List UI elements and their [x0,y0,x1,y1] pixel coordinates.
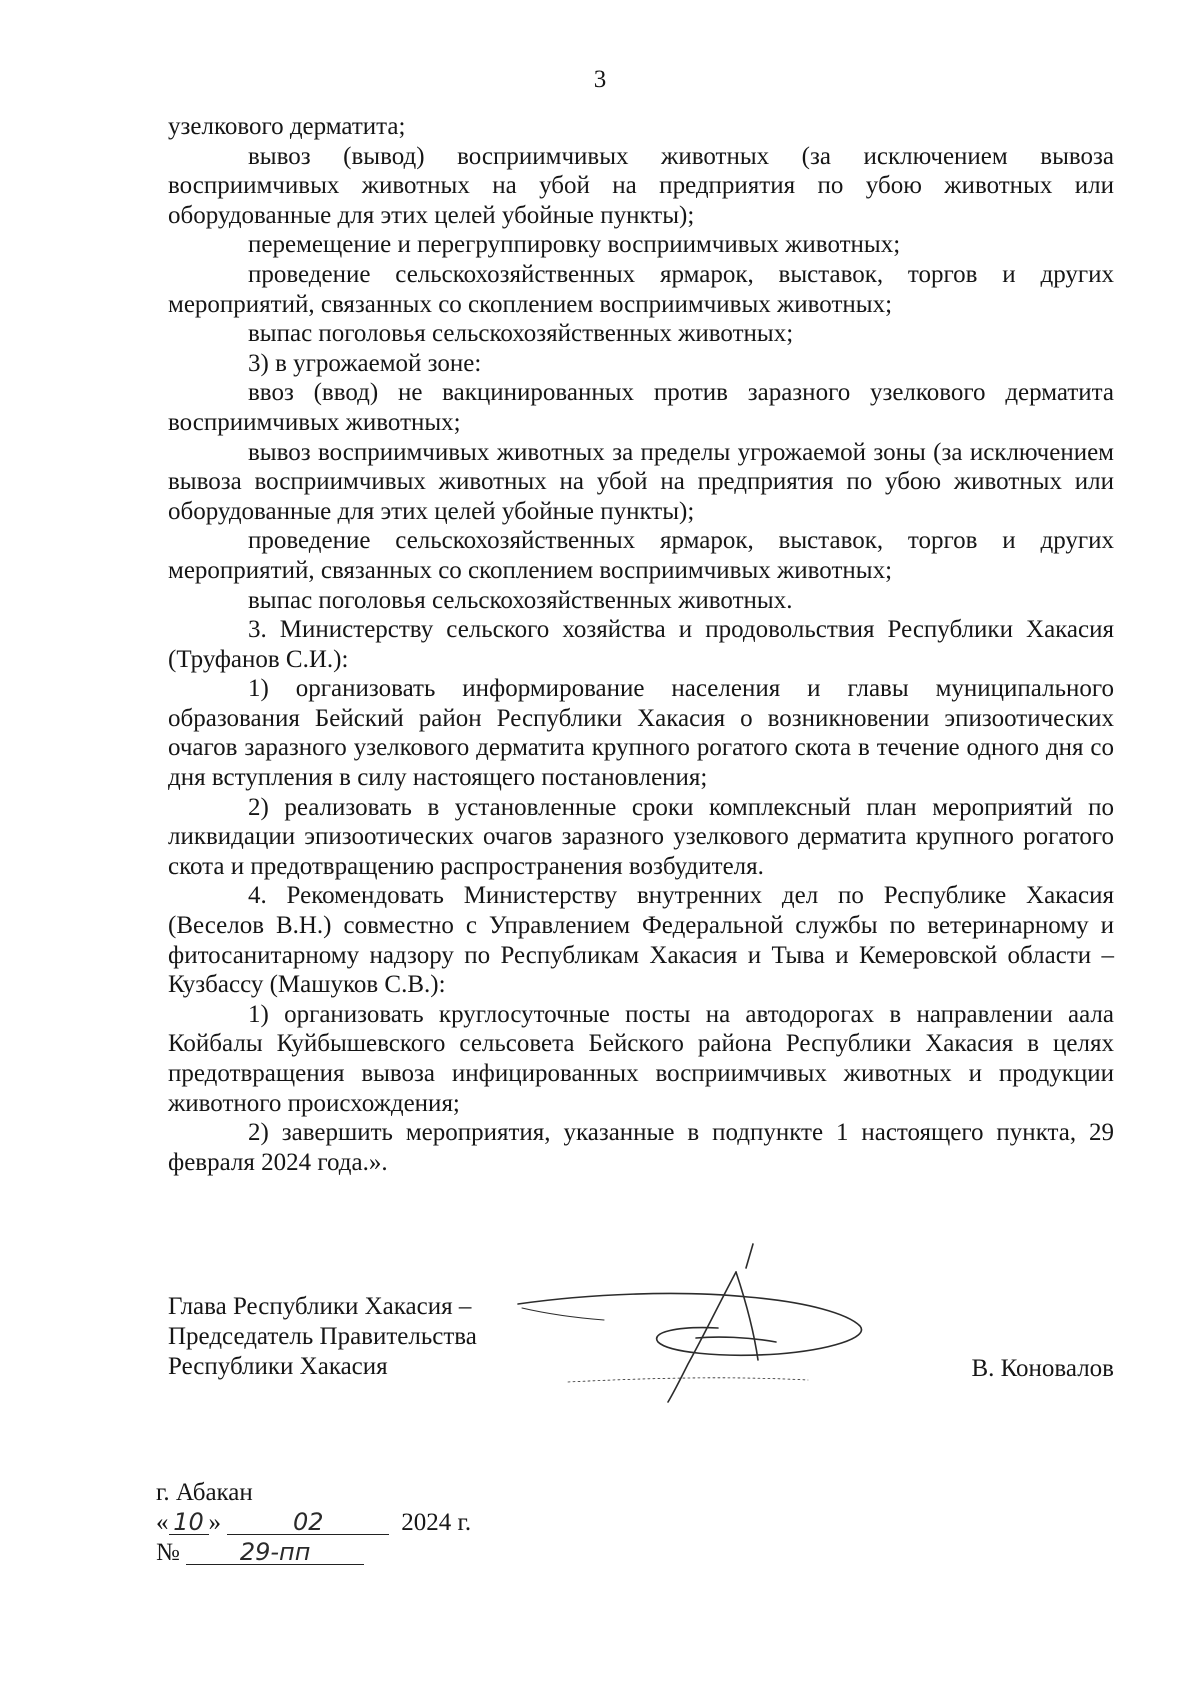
handwritten-signature [508,1242,928,1442]
place-date-block [156,1478,471,1568]
city: г. Абакан [156,1479,253,1506]
paragraph: 3) в угрожаемой зоне: [248,349,482,377]
number-label: № [156,1539,180,1566]
paragraph: перемещение и перегруппировку восприимчивых животных; [248,231,901,259]
signer-title-line: Председатель Правительства [168,1323,477,1350]
document-number-field: 29-пп [186,1540,364,1565]
date-year: 2024 г. [401,1509,472,1536]
close-quote: » [208,1509,221,1536]
paragraph: вывоз (вывод) восприимчивых животных (за исключением вывоза восприимчивых животных на убой на предприятия по убою животных или оборудованные для этих целей убойные пункты); [168,142,1114,229]
page-number: 3 [593,66,607,93]
paragraph: 4. Рекомендовать Министерству внутренних дел по Республике Хакасия (Веселов В.Н.) совместно с Управлением Федеральной службы по ветеринарному и фитосанитарному надзору по Республикам Хакасия и Тыва и Кемеровской области – Кузбассу (Машуков С.В.): [168,882,1114,999]
paragraph: 3. Министерству сельского хозяйства и продовольствия Республики Хакасия (Труфанов С.И.): [168,616,1114,673]
date-month-field: 02 [227,1510,389,1535]
paragraph: выпас поголовья сельскохозяйственных животных. [248,586,793,614]
signer-title-line: Республики Хакасия [168,1353,388,1380]
signature-block [168,1292,1114,1422]
paragraph: проведение сельскохозяйственных ярмарок, выставок, торгов и других мероприятий, связанных со скоплением восприимчивых животных; [168,527,1114,584]
open-quote: « [156,1509,169,1536]
signer-title [168,1292,477,1382]
paragraph: выпас поголовья сельскохозяйственных животных; [248,320,794,348]
signer-name: В. Коновалов [971,1355,1114,1382]
paragraph: ввоз (ввод) не вакцинированных против заразного узелкового дерматита восприимчивых животных; [168,379,1114,436]
city-row [156,1478,471,1508]
paragraph: 2) реализовать в установленные сроки комплексный план мероприятий по ликвидации эпизоотических очагов заразного узелкового дерматита крупного рогатого скота и предотвращению распространения возбудителя. [168,793,1114,880]
paragraph: вывоз восприимчивых животных за пределы угрожаемой зоны (за исключением вывоза восприимчивых животных на убой на предприятия по убою животных или оборудованные для этих целей убойные пункты); [168,438,1114,525]
paragraph: 1) организовать информирование населения и главы муниципального образования Бейский район Республики Хакасия о возникновении эпизоотических очагов заразного узелкового дерматита крупного рогатого скота в течение одного дня со дня вступления в силу настоящего постановления; [168,675,1114,792]
date-day-field: 10 [169,1510,209,1535]
paragraph: 2) завершить мероприятия, указанные в подпункте 1 настоящего пункта, 29 февраля 2024 года.». [168,1119,1114,1176]
number-row [156,1538,471,1568]
signer-title-line: Глава Республики Хакасия – [168,1293,472,1320]
paragraph: 1) организовать круглосуточные посты на автодорогах в направлении аала Койбалы Куйбышевского сельсовета Бейского района Республики Хакасия в целях предотвращения вывоза инфицированных восприимчивых животных и продукции животного происхождения; [168,1000,1114,1117]
date-row [156,1508,471,1538]
document-body [168,112,1114,1177]
paragraph: проведение сельскохозяйственных ярмарок, выставок, торгов и других мероприятий, связанных со скоплением восприимчивых животных; [168,260,1114,318]
paragraph: узелкового дерматита; [168,113,406,140]
